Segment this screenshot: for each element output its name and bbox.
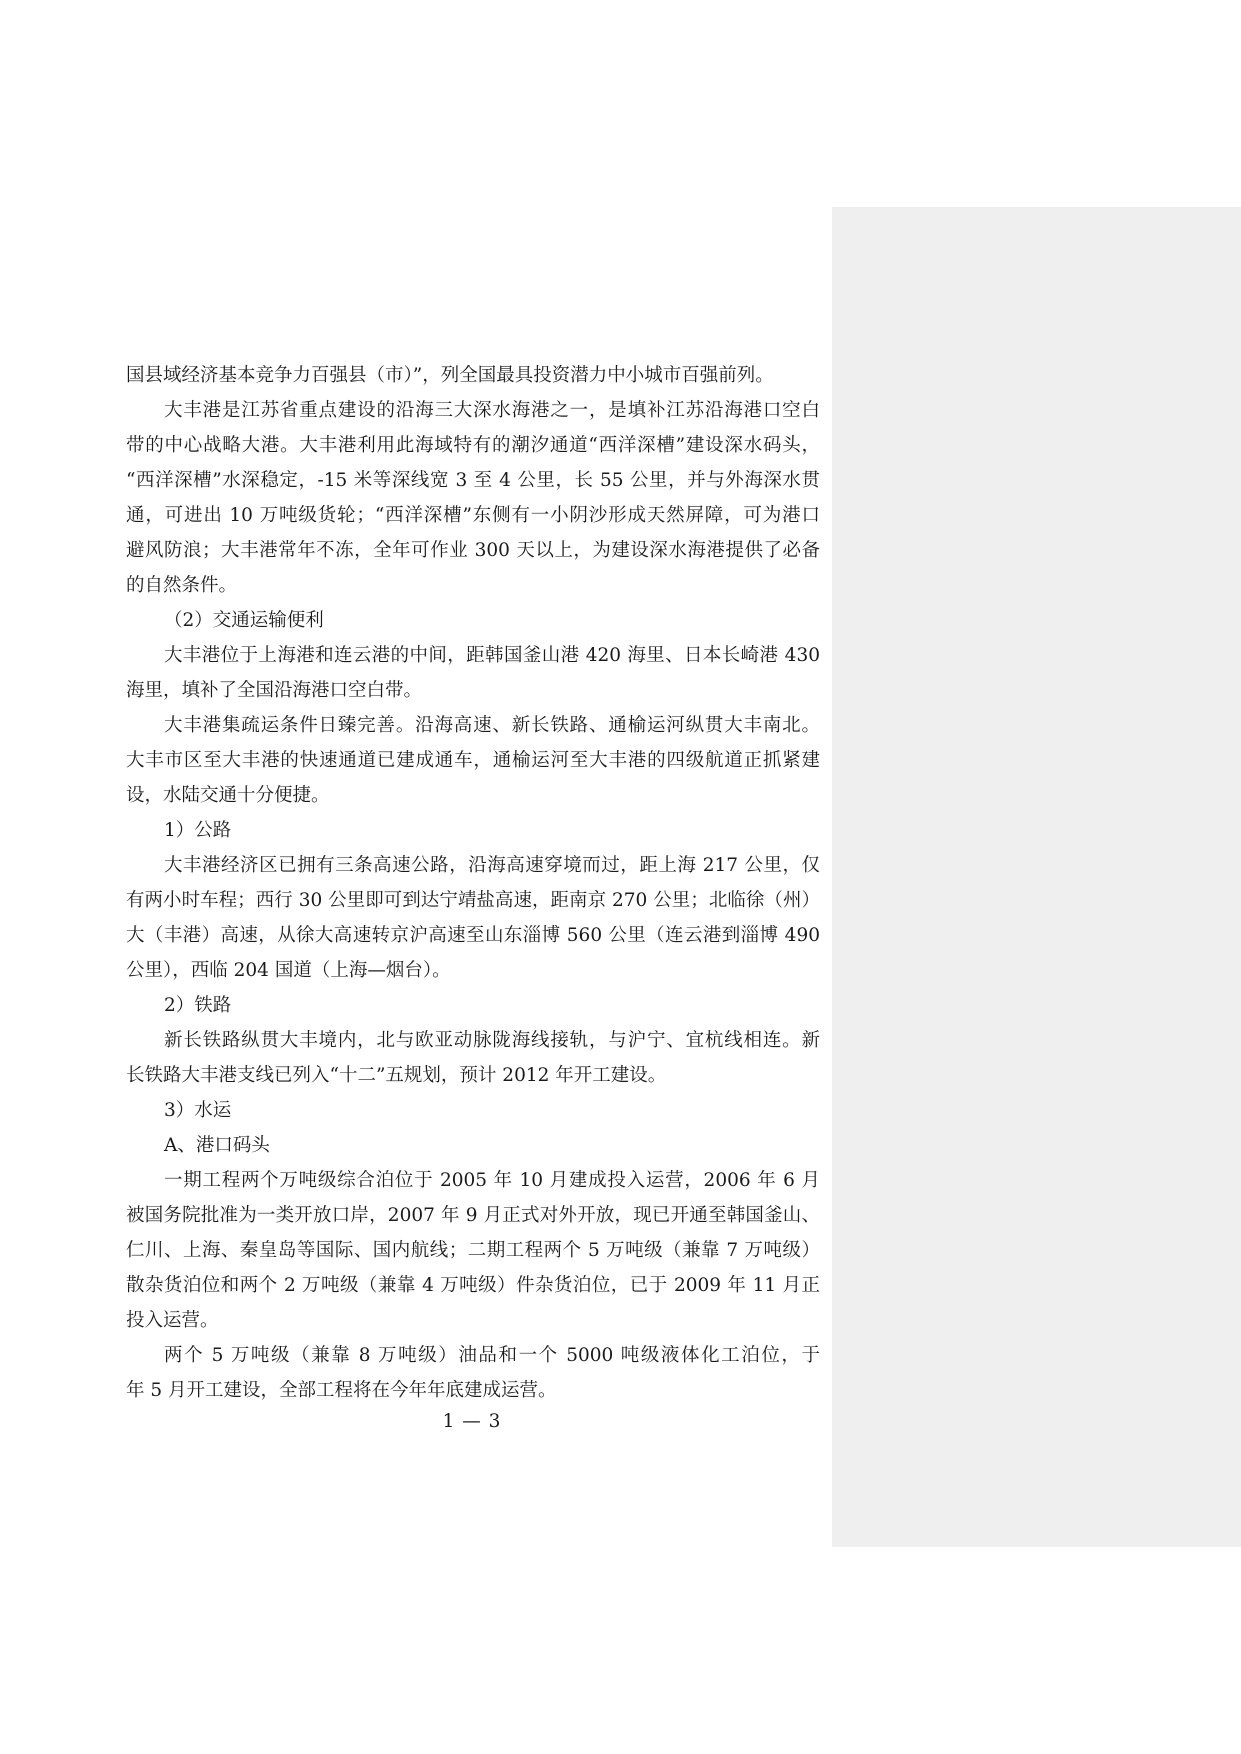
subsection-heading: 2）铁路 [164,995,232,1016]
text-line: 有两小时车程；西行 30 公里即可到达宁靖盐高速，距南京 270 公里；北临徐（州） [126,890,820,911]
text-line: 年 5 月开工建设，全部工程将在今年年底建成运营。 [126,1380,557,1401]
page-number: 1 — 3 [442,1411,502,1432]
text-line: 通，可进出 10 万吨级货轮；“西洋深槽”东侧有一小阴沙形成天然屏障，可为港口 [126,505,820,526]
text-line: 带的中心战略大港。大丰港利用此海域特有的潮汐通道“西洋深槽”建设深水码头， [126,435,820,456]
text-line: 海里，填补了全国沿海港口空白带。 [126,680,423,701]
comment-margin-pane [832,207,1241,1547]
text-line: 一期工程两个万吨级综合泊位于 2005 年 10 月建成投入运营，2006 年 6 月 [164,1170,820,1191]
text-line: 国县域经济基本竞争力百强县（市）”，列全国最具投资潜力中小城市百强前列。 [126,365,774,386]
subsection-heading: 3）水运 [164,1100,232,1121]
section-heading: （2）交通运输便利 [164,610,324,631]
text-line: 投入运营。 [126,1310,219,1331]
text-line: 避风防浪；大丰港常年不冻，全年可作业 300 天以上，为建设深水海港提供了必备 [126,540,820,561]
text-line: 仁川、上海、秦皇岛等国际、国内航线；二期工程两个 5 万吨级（兼靠 7 万吨级） [126,1240,820,1261]
subsection-heading: A、港口码头 [164,1135,270,1156]
text-line: 设，水陆交通十分便捷。 [126,785,330,806]
text-line: 新长铁路纵贯大丰境内，北与欧亚动脉陇海线接轨，与沪宁、宜杭线相连。新 [164,1030,820,1051]
text-line: 大丰港位于上海港和连云港的中间，距韩国釜山港 420 海里、日本长崎港 430 [164,645,820,666]
text-line: 被国务院批准为一类开放口岸，2007 年 9 月正式对外开放，现已开通至韩国釜山、 [126,1205,820,1226]
text-line: 长铁路大丰港支线已列入“十二”五规划，预计 2012 年开工建设。 [126,1065,667,1086]
text-line: 大丰港经济区已拥有三条高速公路，沿海高速穿境而过，距上海 217 公里，仅 [164,855,820,876]
text-line: “西洋深槽”水深稳定，-15 米等深线宽 3 至 4 公里，长 55 公里，并与外海深水贯 [126,470,820,491]
text-line: 的自然条件。 [126,575,238,596]
text-line: 大丰市区至大丰港的快速通道已建成通车，通榆运河至大丰港的四级航道正抓紧建 [126,750,820,771]
text-line: 大丰港集疏运条件日臻完善。沿海高速、新长铁路、通榆运河纵贯大丰南北。 [164,715,820,736]
text-line: 大（丰港）高速，从徐大高速转京沪高速至山东淄博 560 公里（连云港到淄博 490 [126,925,820,946]
body-text [126,358,820,1408]
subsection-heading: 1）公路 [164,820,232,841]
text-line: 两个 5 万吨级（兼靠 8 万吨级）油品和一个 5000 吨级液体化工泊位，于 [164,1345,820,1366]
text-line: 散杂货泊位和两个 2 万吨级（兼靠 4 万吨级）件杂货泊位，已于 2009 年 11 月正 [126,1275,820,1296]
text-line: 公里），西临 204 国道（上海—烟台）。 [126,960,451,981]
text-line: 大丰港是江苏省重点建设的沿海三大深水海港之一，是填补江苏沿海港口空白 [164,400,820,421]
